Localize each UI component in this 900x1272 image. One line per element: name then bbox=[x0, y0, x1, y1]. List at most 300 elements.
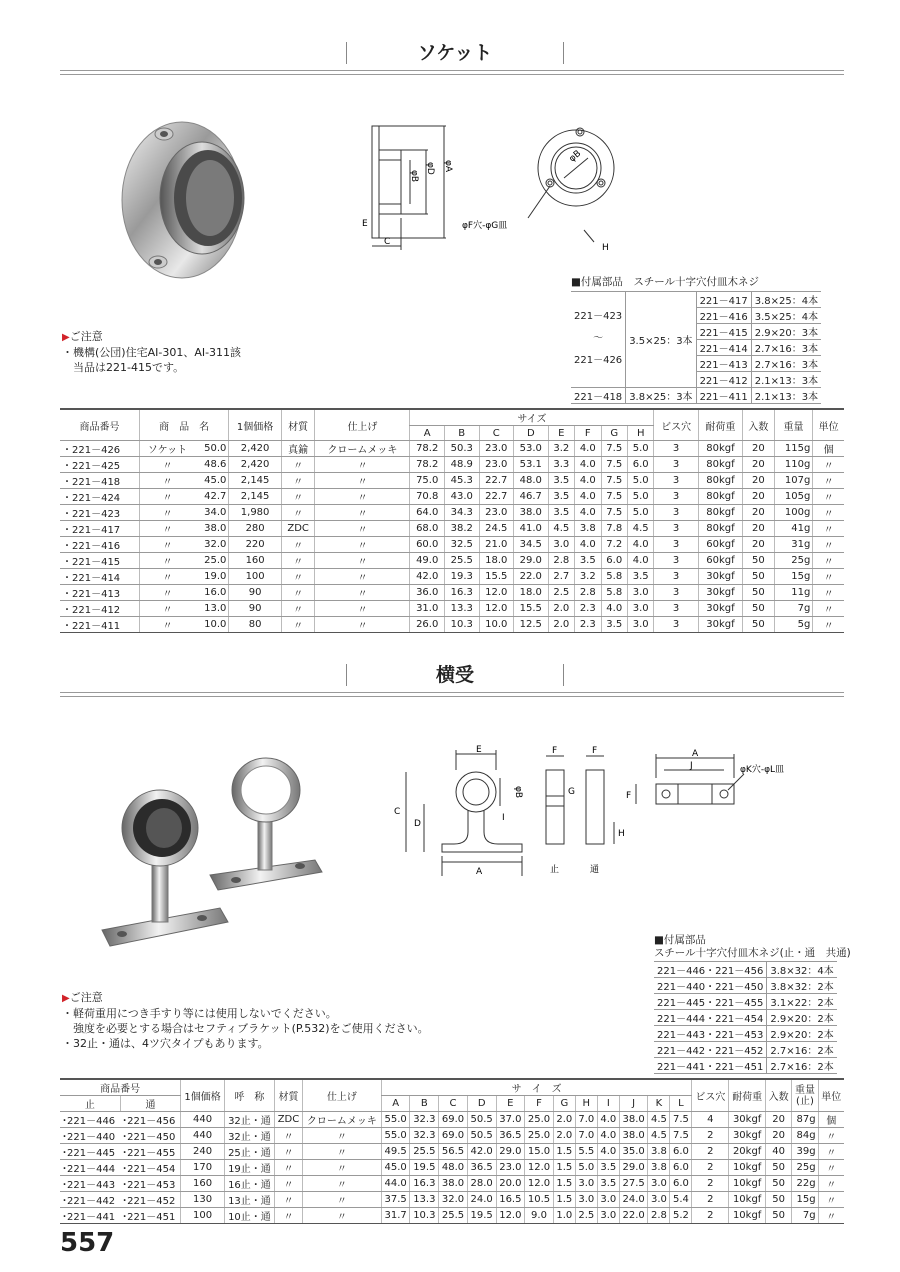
cell-size: 10.3 bbox=[410, 1208, 439, 1224]
table-row bbox=[60, 521, 844, 537]
cell-code: ・221－424 bbox=[60, 489, 139, 505]
cell-unit: 〃 bbox=[818, 1128, 844, 1144]
acc-size: 2.1×13：3本 bbox=[751, 388, 821, 404]
table-row bbox=[60, 505, 844, 521]
cell-price: 100 bbox=[181, 1208, 225, 1224]
cell-price: 1,980 bbox=[229, 505, 281, 521]
cell-size: 5.0 bbox=[627, 505, 653, 521]
yokouke-note-line: ・32止・通は、4ツ穴タイプもあります。 bbox=[62, 1037, 269, 1050]
yoko-top-J: J bbox=[690, 761, 693, 771]
cell-size: 4.5 bbox=[648, 1128, 670, 1144]
cell-size: 48.9 bbox=[444, 457, 479, 473]
cell-size: 4.0 bbox=[597, 1112, 619, 1128]
cell-screw: 2 bbox=[692, 1176, 729, 1192]
socket-dim-C: C bbox=[384, 237, 391, 247]
yth-screw: ビス穴 bbox=[692, 1079, 729, 1112]
cell-size: 5.2 bbox=[670, 1208, 692, 1224]
cell-size: 42.0 bbox=[410, 569, 445, 585]
cell-size: 3.5 bbox=[575, 553, 601, 569]
cell-size: 35.0 bbox=[619, 1144, 648, 1160]
cell-weight: 5g bbox=[774, 617, 813, 633]
cell-screw: 3 bbox=[654, 489, 698, 505]
cell-finish: 〃 bbox=[315, 585, 410, 601]
yokouke-photo bbox=[100, 750, 330, 950]
cell-size: 3.8 bbox=[575, 521, 601, 537]
cell-name: 〃 bbox=[139, 601, 195, 617]
cell-weight: 41g bbox=[774, 521, 813, 537]
cell-load: 80kgf bbox=[698, 489, 742, 505]
cell-size: 5.5 bbox=[575, 1144, 597, 1160]
cell-qty: 20 bbox=[743, 505, 775, 521]
cell-size: 32.3 bbox=[410, 1112, 439, 1128]
acc-size: 2.9×20：2本 bbox=[767, 1026, 837, 1042]
table-row bbox=[60, 569, 844, 585]
cell-size: 3.8 bbox=[648, 1160, 670, 1176]
cell-name-size: 10.0 bbox=[195, 617, 229, 633]
yoko-dim-H: H bbox=[618, 829, 625, 839]
cell-size: 2.0 bbox=[553, 1112, 575, 1128]
acc-code: 221－444・221－454 bbox=[654, 1010, 767, 1026]
cell-material: 〃 bbox=[281, 569, 315, 585]
yoko-acc-sub: スチール十字穴付皿木ネジ(止・通 共通) bbox=[654, 947, 851, 959]
cell-size: 3.0 bbox=[597, 1192, 619, 1208]
cell-size: 4.0 bbox=[601, 601, 627, 617]
cell-name: 〃 bbox=[139, 473, 195, 489]
cell-stop: ･221－443 bbox=[60, 1176, 120, 1192]
cell-size: 64.0 bbox=[410, 505, 445, 521]
acc-row bbox=[654, 1058, 837, 1074]
cell-unit: 〃 bbox=[813, 505, 844, 521]
cell-load: 80kgf bbox=[698, 441, 742, 457]
cell-unit: 〃 bbox=[818, 1176, 844, 1192]
cell-size: 19.5 bbox=[467, 1208, 496, 1224]
cell-size: 16.3 bbox=[444, 585, 479, 601]
cell-stop: ･221－446 bbox=[60, 1112, 120, 1128]
cell-size: 7.5 bbox=[601, 489, 627, 505]
yth-size-col: F bbox=[525, 1096, 554, 1112]
cell-screw: 2 bbox=[692, 1192, 729, 1208]
cell-finish: 〃 bbox=[315, 553, 410, 569]
cell-weight: 31g bbox=[774, 537, 813, 553]
cell-stop: ･221－440 bbox=[60, 1128, 120, 1144]
acc-size: 2.7×16：2本 bbox=[767, 1058, 837, 1074]
cell-size: 3.8 bbox=[648, 1144, 670, 1160]
cell-weight: 11g bbox=[774, 585, 813, 601]
cell-size: 32.0 bbox=[439, 1192, 468, 1208]
yokouke-note: ▶ご注意 ・軽荷重用につき手すり等には使用しないでください。 強度を必要とする場合はセフティブラケット(P.532)をご使用ください。 ・32止・通は、4ツ穴タイプもあります。 bbox=[62, 991, 429, 1050]
cell-size: 24.5 bbox=[479, 521, 514, 537]
yth-code: 商品番号 bbox=[60, 1079, 181, 1096]
cell-size: 4.5 bbox=[648, 1112, 670, 1128]
yth-size-col: J bbox=[619, 1096, 648, 1112]
yoko-dim-D: D bbox=[414, 819, 421, 829]
table-row bbox=[60, 1192, 844, 1208]
socket-dim-phiD: φD bbox=[425, 162, 435, 175]
yth-size-col: B bbox=[410, 1096, 439, 1112]
cell-load: 60kgf bbox=[698, 553, 742, 569]
cell-unit: 個 bbox=[818, 1112, 844, 1128]
th-load: 耐荷重 bbox=[698, 409, 742, 441]
cell-size: 69.0 bbox=[439, 1112, 468, 1128]
cell-screw: 4 bbox=[692, 1112, 729, 1128]
cell-size: 23.0 bbox=[479, 505, 514, 521]
acc-code: 221－412 bbox=[696, 372, 751, 388]
cell-size: 5.4 bbox=[670, 1192, 692, 1208]
cell-load: 10kgf bbox=[729, 1176, 766, 1192]
cell-name: 〃 bbox=[139, 489, 195, 505]
cell-size: 15.5 bbox=[479, 569, 514, 585]
th-size: サイズ bbox=[410, 409, 654, 426]
cell-size: 3.5 bbox=[548, 505, 574, 521]
cell-weight: 115g bbox=[774, 441, 813, 457]
cell-size: 12.0 bbox=[479, 601, 514, 617]
cell-size: 7.5 bbox=[601, 505, 627, 521]
cell-price: 90 bbox=[229, 585, 281, 601]
cell-qty: 50 bbox=[743, 617, 775, 633]
cell-unit: 〃 bbox=[813, 585, 844, 601]
cell-size: 32.5 bbox=[444, 537, 479, 553]
cell-size: 42.0 bbox=[467, 1144, 496, 1160]
cell-load: 80kgf bbox=[698, 521, 742, 537]
cell-size: 25.5 bbox=[444, 553, 479, 569]
cell-price: 80 bbox=[229, 617, 281, 633]
socket-dim-phiA: φA bbox=[443, 160, 453, 173]
acc-code: 221－414 bbox=[696, 340, 751, 356]
cell-through: ･221－456 bbox=[120, 1112, 181, 1128]
cell-size: 3.0 bbox=[627, 585, 653, 601]
cell-size: 12.0 bbox=[525, 1160, 554, 1176]
cell-code: ・221－425 bbox=[60, 457, 139, 473]
yth-size-col: C bbox=[439, 1096, 468, 1112]
cell-size: 78.2 bbox=[410, 457, 445, 473]
cell-qty: 50 bbox=[766, 1176, 792, 1192]
table-row bbox=[60, 1144, 844, 1160]
acc-size: 3.8×25：4本 bbox=[751, 292, 821, 308]
cell-size: 5.0 bbox=[575, 1160, 597, 1176]
cell-screw: 3 bbox=[654, 585, 698, 601]
yoko-dim-G: G bbox=[568, 787, 575, 797]
th-code: 商品番号 bbox=[60, 409, 139, 441]
cell-qty: 40 bbox=[766, 1144, 792, 1160]
acc-size: 2.9×20：2本 bbox=[767, 1010, 837, 1026]
yoko-label-stop: 止 bbox=[550, 865, 560, 875]
cell-stop: ･221－444 bbox=[60, 1160, 120, 1176]
cell-size: 2.8 bbox=[648, 1208, 670, 1224]
yth-size-col: I bbox=[597, 1096, 619, 1112]
cell-finish: クロームメッキ bbox=[315, 441, 410, 457]
cell-qty: 50 bbox=[766, 1192, 792, 1208]
cell-size: 53.0 bbox=[514, 441, 549, 457]
cell-unit: 〃 bbox=[813, 601, 844, 617]
yoko-dim-I: I bbox=[502, 813, 505, 823]
yth-material: 材質 bbox=[275, 1079, 303, 1112]
cell-name-size: 19.0 bbox=[195, 569, 229, 585]
cell-load: 30kgf bbox=[729, 1128, 766, 1144]
socket-side-drawing bbox=[358, 120, 468, 252]
yoko-dim-F1: F bbox=[552, 746, 558, 756]
yoko-dim-phiB: φB bbox=[513, 786, 523, 799]
socket-dim-phiB: φB bbox=[409, 170, 419, 183]
cell-size: 3.0 bbox=[575, 1176, 597, 1192]
cell-name: 〃 bbox=[139, 521, 195, 537]
cell-size: 38.2 bbox=[444, 521, 479, 537]
cell-size: 3.0 bbox=[648, 1176, 670, 1192]
yoko-dim-F2: F bbox=[592, 746, 598, 756]
cell-size: 31.7 bbox=[381, 1208, 410, 1224]
cell-size: 24.0 bbox=[619, 1192, 648, 1208]
cell-unit: 〃 bbox=[813, 617, 844, 633]
cell-price: 280 bbox=[229, 521, 281, 537]
cell-size: 4.0 bbox=[575, 489, 601, 505]
cell-price: 90 bbox=[229, 601, 281, 617]
cell-size: 3.5 bbox=[627, 569, 653, 585]
cell-size: 7.8 bbox=[601, 521, 627, 537]
acc-size: 2.7×16：3本 bbox=[751, 356, 821, 372]
acc-size: 3.1×22：2本 bbox=[767, 994, 837, 1010]
cell-unit: 〃 bbox=[813, 553, 844, 569]
cell-price: 2,420 bbox=[229, 457, 281, 473]
cell-size: 48.0 bbox=[514, 473, 549, 489]
th-size-col: F bbox=[575, 426, 601, 441]
acc-code: 221－416 bbox=[696, 308, 751, 324]
th-price: 1個価格 bbox=[229, 409, 281, 441]
cell-code: ・221－417 bbox=[60, 521, 139, 537]
cell-size: 36.5 bbox=[467, 1160, 496, 1176]
cell-material: 〃 bbox=[281, 473, 315, 489]
cell-name: ソケット bbox=[139, 441, 195, 457]
cell-size: 78.2 bbox=[410, 441, 445, 457]
acc-code: 221－440・221－450 bbox=[654, 978, 767, 994]
cell-code: ・221－416 bbox=[60, 537, 139, 553]
cell-price: 100 bbox=[229, 569, 281, 585]
cell-size: 7.5 bbox=[601, 473, 627, 489]
cell-qty: 50 bbox=[766, 1160, 792, 1176]
socket-section-title: ソケット bbox=[346, 42, 564, 64]
cell-weight: 100g bbox=[774, 505, 813, 521]
cell-size: 22.0 bbox=[619, 1208, 648, 1224]
cell-price: 440 bbox=[181, 1112, 225, 1128]
cell-screw: 3 bbox=[654, 473, 698, 489]
cell-unit: 〃 bbox=[818, 1192, 844, 1208]
acc-left-a: 221－423 bbox=[574, 311, 623, 322]
cell-size: 4.5 bbox=[548, 521, 574, 537]
cell-name-size: 13.0 bbox=[195, 601, 229, 617]
cell-name-size: 34.0 bbox=[195, 505, 229, 521]
cell-finish: 〃 bbox=[315, 489, 410, 505]
cell-size: 50.3 bbox=[444, 441, 479, 457]
cell-name-size: 32.0 bbox=[195, 537, 229, 553]
yth-price: 1個価格 bbox=[181, 1079, 225, 1112]
cell-screw: 3 bbox=[654, 617, 698, 633]
cell-code: ・221－411 bbox=[60, 617, 139, 633]
cell-name: 〃 bbox=[139, 569, 195, 585]
cell-size: 13.3 bbox=[410, 1192, 439, 1208]
cell-size: 50.5 bbox=[467, 1112, 496, 1128]
cell-unit: 〃 bbox=[818, 1144, 844, 1160]
cell-qty: 50 bbox=[743, 585, 775, 601]
th-material: 材質 bbox=[281, 409, 315, 441]
cell-load: 30kgf bbox=[698, 569, 742, 585]
cell-screw: 3 bbox=[654, 601, 698, 617]
cell-screw: 3 bbox=[654, 553, 698, 569]
cell-size: 29.0 bbox=[514, 553, 549, 569]
yth-size-col: L bbox=[670, 1096, 692, 1112]
acc-size: 2.7×16：2本 bbox=[767, 1042, 837, 1058]
yokouke-note-line: 強度を必要とする場合はセフティブラケット(P.532)をご使用ください。 bbox=[62, 1022, 429, 1035]
cell-price: 440 bbox=[181, 1128, 225, 1144]
cell-size: 38.0 bbox=[514, 505, 549, 521]
cell-price: 170 bbox=[181, 1160, 225, 1176]
acc-size: 3.8×32：4本 bbox=[767, 962, 837, 978]
cell-size: 2.8 bbox=[548, 553, 574, 569]
table-row bbox=[60, 457, 844, 473]
yoko-top-holes: φK穴‐φL皿 bbox=[740, 765, 785, 775]
cell-material: 〃 bbox=[281, 505, 315, 521]
cell-load: 60kgf bbox=[698, 537, 742, 553]
yokouke-note-line: ・軽荷重用につき手すり等には使用しないでください。 bbox=[62, 1007, 337, 1020]
acc-row bbox=[654, 1026, 837, 1042]
cell-size: 25.0 bbox=[525, 1128, 554, 1144]
cell-size: 24.0 bbox=[467, 1192, 496, 1208]
yokouke-accessory-heading bbox=[654, 934, 851, 960]
cell-unit: 〃 bbox=[818, 1208, 844, 1224]
acc-code: 221－415 bbox=[696, 324, 751, 340]
th-screw: ビス穴 bbox=[654, 409, 698, 441]
cell-call: 32止・通 bbox=[224, 1128, 274, 1144]
cell-size: 7.5 bbox=[670, 1128, 692, 1144]
acc-code: 221－413 bbox=[696, 356, 751, 372]
cell-size: 3.5 bbox=[597, 1176, 619, 1192]
cell-qty: 50 bbox=[743, 569, 775, 585]
yoko-top-A: A bbox=[692, 749, 699, 759]
cell-material: 〃 bbox=[281, 601, 315, 617]
cell-size: 2.0 bbox=[548, 601, 574, 617]
cell-weight: 110g bbox=[774, 457, 813, 473]
cell-size: 18.0 bbox=[479, 553, 514, 569]
cell-stop: ･221－442 bbox=[60, 1192, 120, 1208]
cell-size: 3.0 bbox=[548, 537, 574, 553]
cell-through: ･221－451 bbox=[120, 1208, 181, 1224]
socket-accessory-table bbox=[571, 291, 821, 404]
socket-front-H: H bbox=[602, 243, 609, 252]
cell-size: 4.5 bbox=[627, 521, 653, 537]
cell-call: 32止・通 bbox=[224, 1112, 274, 1128]
cell-size: 5.8 bbox=[601, 569, 627, 585]
cell-size: 38.0 bbox=[439, 1176, 468, 1192]
yth-unit: 単位 bbox=[818, 1079, 844, 1112]
cell-qty: 20 bbox=[743, 537, 775, 553]
cell-qty: 20 bbox=[743, 441, 775, 457]
socket-spec-table bbox=[60, 408, 844, 633]
table-row bbox=[60, 537, 844, 553]
cell-size: 23.0 bbox=[496, 1160, 525, 1176]
cell-size: 4.0 bbox=[627, 537, 653, 553]
acc-left-size2: 3.8×25：3本 bbox=[626, 388, 696, 404]
acc-left-tilde: ～ bbox=[593, 333, 604, 344]
cell-code: ・221－426 bbox=[60, 441, 139, 457]
cell-load: 80kgf bbox=[698, 457, 742, 473]
socket-photo bbox=[110, 112, 260, 282]
cell-size: 34.5 bbox=[514, 537, 549, 553]
cell-size: 55.0 bbox=[381, 1112, 410, 1128]
cell-weight: 105g bbox=[774, 489, 813, 505]
cell-code: ・221－418 bbox=[60, 473, 139, 489]
socket-title-rule bbox=[60, 70, 844, 75]
page-number: 557 bbox=[60, 1228, 115, 1258]
cell-size: 3.5 bbox=[601, 617, 627, 633]
acc-size: 3.8×32：2本 bbox=[767, 978, 837, 994]
acc-code: 221－445・221－455 bbox=[654, 994, 767, 1010]
cell-size: 1.5 bbox=[553, 1160, 575, 1176]
cell-size: 7.5 bbox=[601, 441, 627, 457]
cell-size: 2.3 bbox=[575, 601, 601, 617]
cell-size: 4.0 bbox=[575, 505, 601, 521]
cell-size: 49.0 bbox=[410, 553, 445, 569]
acc-code: 221－442・221－452 bbox=[654, 1042, 767, 1058]
cell-size: 4.0 bbox=[627, 553, 653, 569]
cell-unit: 〃 bbox=[813, 569, 844, 585]
cell-size: 2.0 bbox=[548, 617, 574, 633]
cell-finish: 〃 bbox=[315, 457, 410, 473]
cell-load: 80kgf bbox=[698, 473, 742, 489]
yoko-acc-heading: ■付属部品 bbox=[654, 934, 706, 946]
cell-size: 7.0 bbox=[575, 1128, 597, 1144]
cell-call: 13止・通 bbox=[224, 1192, 274, 1208]
cell-finish: クロームメッキ bbox=[302, 1112, 381, 1128]
table-row bbox=[60, 553, 844, 569]
cell-material: 〃 bbox=[281, 585, 315, 601]
cell-unit: 〃 bbox=[818, 1160, 844, 1176]
cell-name: 〃 bbox=[139, 457, 195, 473]
cell-size: 31.0 bbox=[410, 601, 445, 617]
cell-name-size: 50.0 bbox=[195, 441, 229, 457]
cell-size: 25.5 bbox=[439, 1208, 468, 1224]
cell-size: 53.1 bbox=[514, 457, 549, 473]
cell-size: 43.0 bbox=[444, 489, 479, 505]
acc-code: 221－443・221－453 bbox=[654, 1026, 767, 1042]
yoko-dim-C: C bbox=[394, 807, 401, 817]
cell-size: 3.2 bbox=[548, 441, 574, 457]
cell-size: 49.5 bbox=[381, 1144, 410, 1160]
table-row bbox=[60, 617, 844, 633]
cell-finish: 〃 bbox=[302, 1160, 381, 1176]
cell-size: 1.5 bbox=[553, 1192, 575, 1208]
cell-material: 〃 bbox=[281, 537, 315, 553]
cell-size: 56.5 bbox=[439, 1144, 468, 1160]
cell-material: 〃 bbox=[275, 1160, 303, 1176]
socket-note-line: 当品は221-415です。 bbox=[62, 361, 185, 374]
cell-size: 3.0 bbox=[575, 1192, 597, 1208]
cell-size: 60.0 bbox=[410, 537, 445, 553]
th-size-col: C bbox=[479, 426, 514, 441]
cell-unit: 〃 bbox=[813, 537, 844, 553]
cell-size: 7.0 bbox=[575, 1112, 597, 1128]
th-size-col: G bbox=[601, 426, 627, 441]
cell-qty: 50 bbox=[743, 601, 775, 617]
cell-size: 15.0 bbox=[525, 1144, 554, 1160]
cell-price: 160 bbox=[181, 1176, 225, 1192]
yokouke-title-rule bbox=[60, 692, 844, 697]
cell-screw: 2 bbox=[692, 1160, 729, 1176]
cell-stop: ･221－441 bbox=[60, 1208, 120, 1224]
yth-load: 耐荷重 bbox=[729, 1079, 766, 1112]
socket-front-drawing bbox=[456, 120, 626, 252]
cell-finish: 〃 bbox=[315, 617, 410, 633]
cell-price: 220 bbox=[229, 537, 281, 553]
cell-name-size: 48.6 bbox=[195, 457, 229, 473]
cell-call: 25止・通 bbox=[224, 1144, 274, 1160]
acc-size: 2.1×13：3本 bbox=[751, 372, 821, 388]
